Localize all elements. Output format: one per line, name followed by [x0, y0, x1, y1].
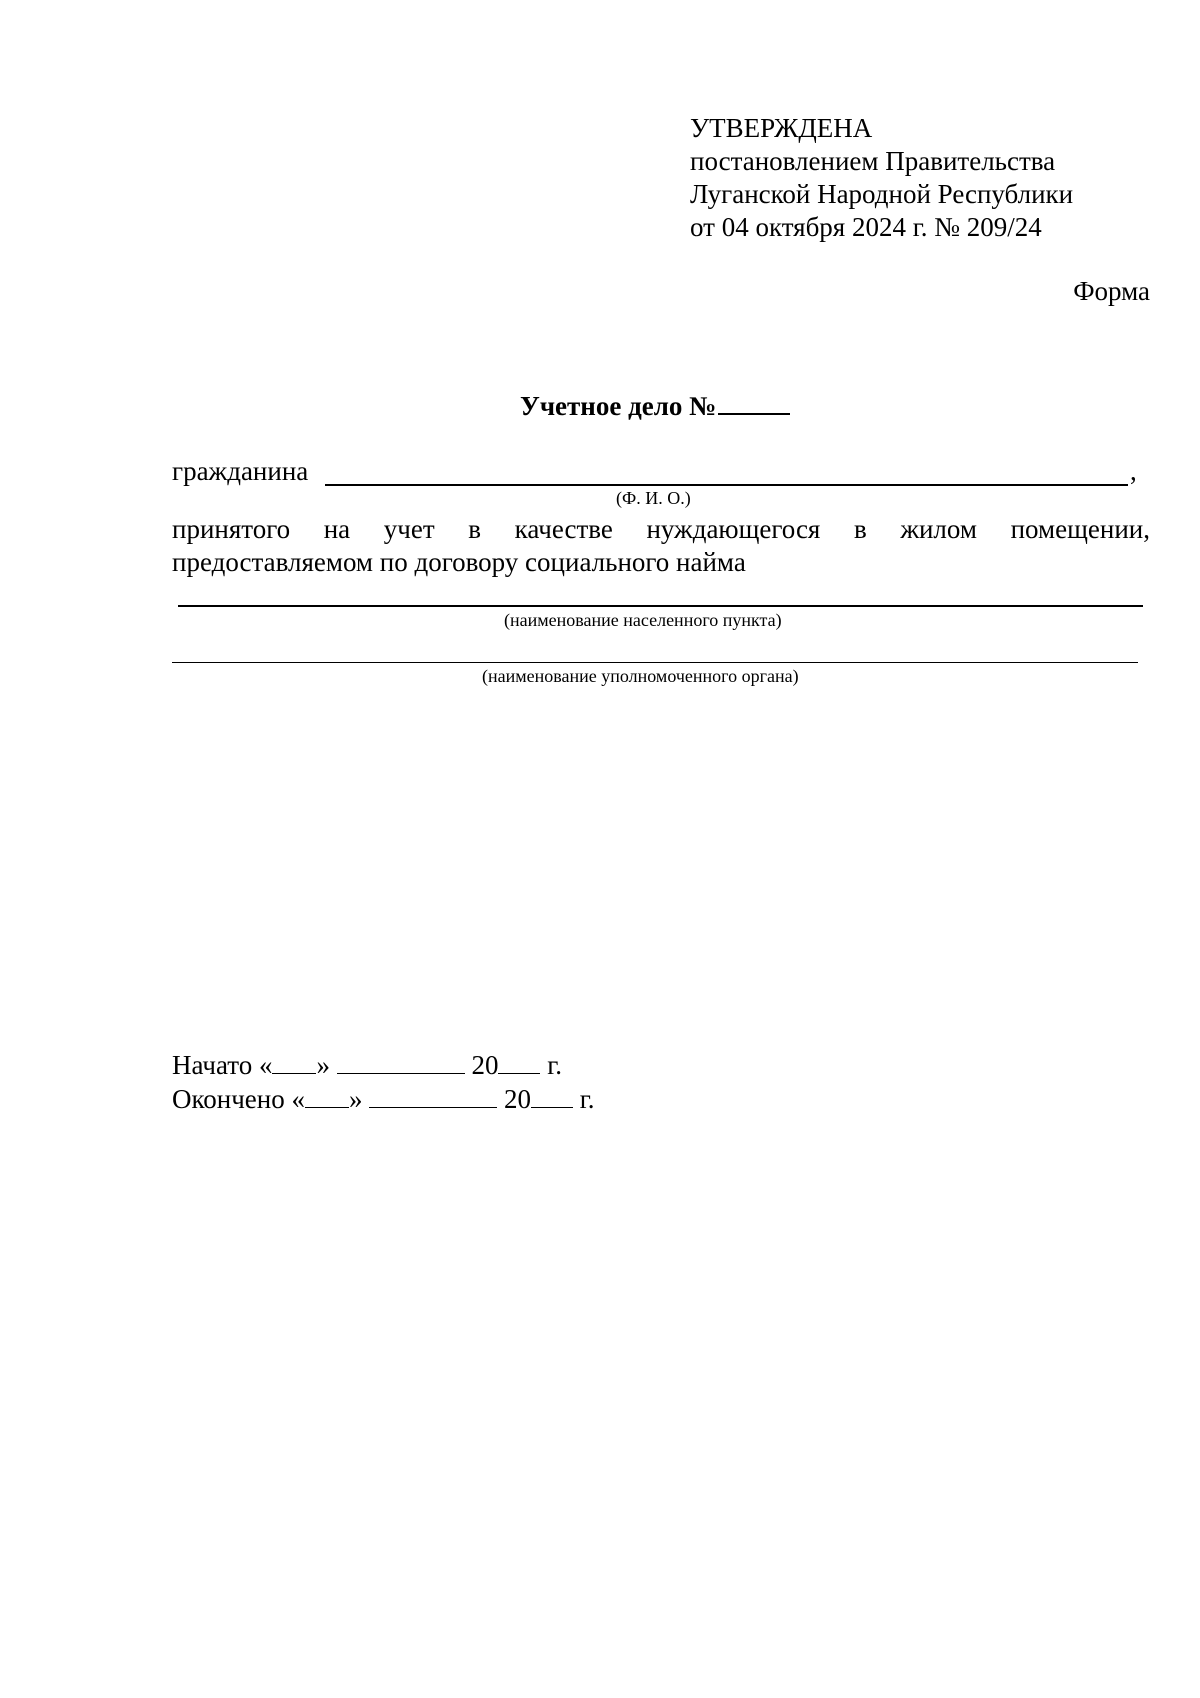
- year-prefix: 20: [471, 1050, 499, 1080]
- year-suffix: г.: [579, 1084, 595, 1114]
- form-label: Форма: [1073, 276, 1150, 306]
- citizen-comma: ,: [1130, 456, 1137, 486]
- approval-date-line: от 04 октября 2024 г. № 209/24: [690, 212, 1042, 242]
- locality-caption: (наименование населенного пункта): [504, 610, 782, 630]
- paragraph-word: качестве: [514, 514, 613, 544]
- paragraph-word: принятого: [172, 514, 291, 544]
- paragraph-line-2: предоставляемом по договору социального найма: [172, 547, 746, 577]
- paragraph-word: жилом: [900, 514, 977, 544]
- year-prefix: 20: [503, 1084, 531, 1114]
- approval-heading: УТВЕРЖДЕНА: [690, 113, 873, 143]
- paragraph-word: помещении,: [1010, 514, 1150, 544]
- organ-caption: (наименование уполномоченного органа): [482, 666, 799, 686]
- approval-line: Луганской Народной Республики: [690, 179, 1074, 209]
- citizen-name-field[interactable]: [325, 484, 1128, 486]
- title-text: Учетное дело №: [520, 391, 717, 421]
- paragraph-line-1: [172, 513, 1150, 546]
- citizen-label: гражданина: [172, 456, 309, 486]
- registration-paragraph: [172, 513, 1150, 579]
- locality-field[interactable]: [178, 605, 1143, 607]
- ended-month-field[interactable]: [369, 1087, 497, 1108]
- authorized-organ-field[interactable]: [172, 662, 1138, 663]
- started-row: [172, 1048, 595, 1082]
- ended-row: [172, 1082, 595, 1116]
- ended-label: Окончено «: [172, 1084, 305, 1114]
- year-suffix: г.: [547, 1050, 562, 1080]
- paragraph-word: в: [468, 514, 482, 544]
- paragraph-word: на: [323, 514, 351, 544]
- started-month-field[interactable]: [337, 1053, 465, 1074]
- approval-block: [690, 112, 1073, 244]
- started-label: Начато «: [172, 1050, 273, 1080]
- ended-day-field[interactable]: [305, 1087, 349, 1108]
- started-year-field[interactable]: [498, 1053, 540, 1074]
- fio-caption: (Ф. И. О.): [616, 488, 691, 508]
- ended-year-field[interactable]: [531, 1087, 573, 1108]
- quote-close: »: [316, 1050, 330, 1080]
- quote-close: »: [348, 1084, 363, 1114]
- case-number-field[interactable]: [718, 391, 790, 415]
- dates-block: [172, 1048, 595, 1116]
- approval-line: постановлением Правительства: [690, 146, 1056, 176]
- paragraph-word: в: [853, 514, 867, 544]
- paragraph-word: нуждающегося: [646, 514, 821, 544]
- paragraph-word: учет: [383, 514, 435, 544]
- document-title: [520, 391, 790, 422]
- started-day-field[interactable]: [272, 1053, 316, 1074]
